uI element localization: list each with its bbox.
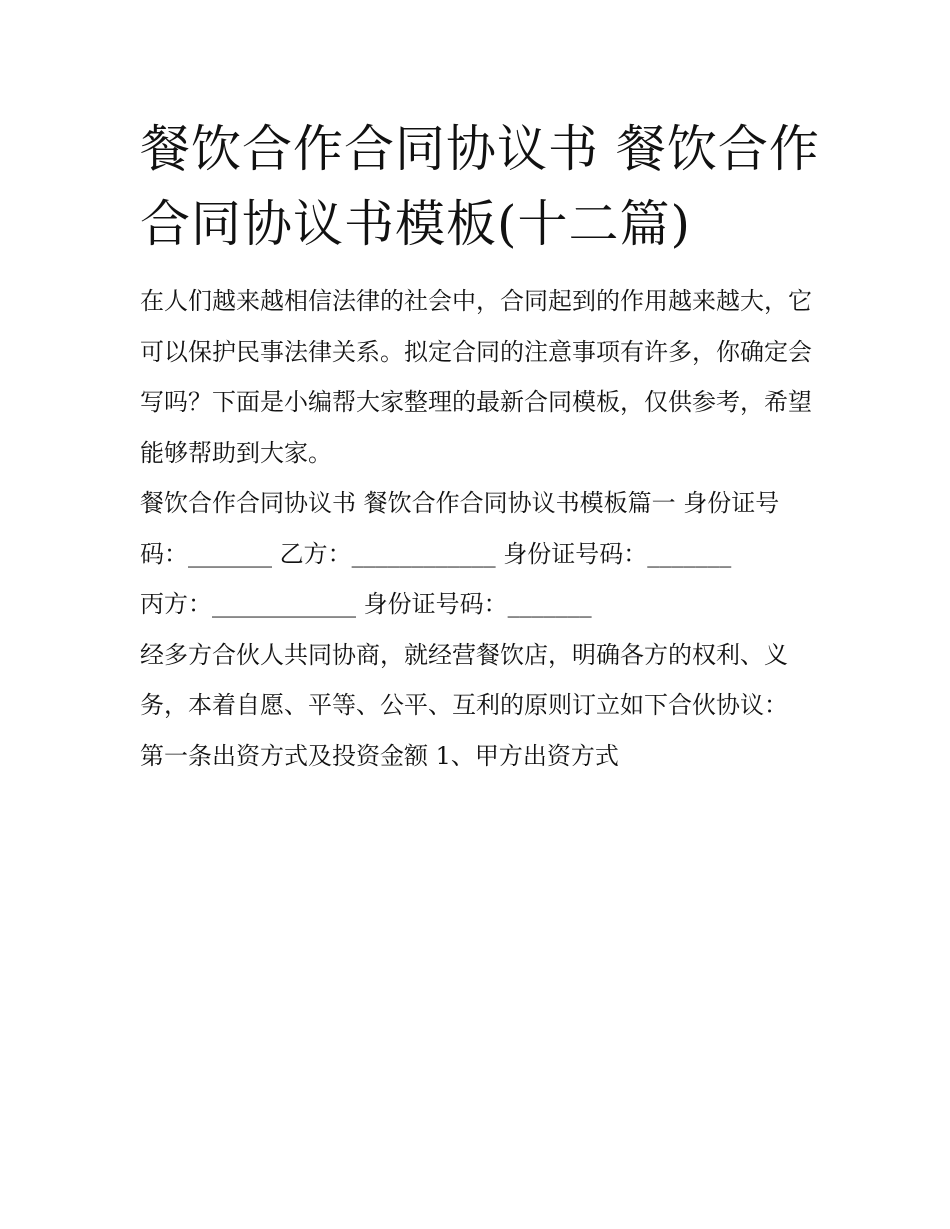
party-c-paragraph: 丙方：____________ 身份证号码：_______ bbox=[140, 590, 592, 618]
agreement-paragraph: 经多方合伙人共同协商，就经营餐饮店，明确各方的权利、义务，本着自愿、平等、公平、互利的原则订立如下合伙协议： bbox=[140, 640, 788, 719]
intro-paragraph: 在人们越来越相信法律的社会中，合同起到的作用越来越大，它可以保护民事法律关系。拟定合同的注意事项有许多，你确定会写吗？下面是小编帮大家整理的最新合同模板，仅供参考，希望能够帮助到大家。 bbox=[140, 287, 812, 467]
parties-paragraph: 餐饮合作合同协议书 餐饮合作合同协议书模板篇一 身份证号码：_______ 乙方：____________ 身份证号码：_______ bbox=[140, 489, 780, 568]
document-title: 餐饮合作合同协议书 餐饮合作合同协议书模板(十二篇) bbox=[140, 120, 820, 253]
article-one-paragraph: 第一条出资方式及投资金额 1、甲方出资方式 bbox=[140, 741, 619, 770]
document-page bbox=[140, 112, 820, 781]
